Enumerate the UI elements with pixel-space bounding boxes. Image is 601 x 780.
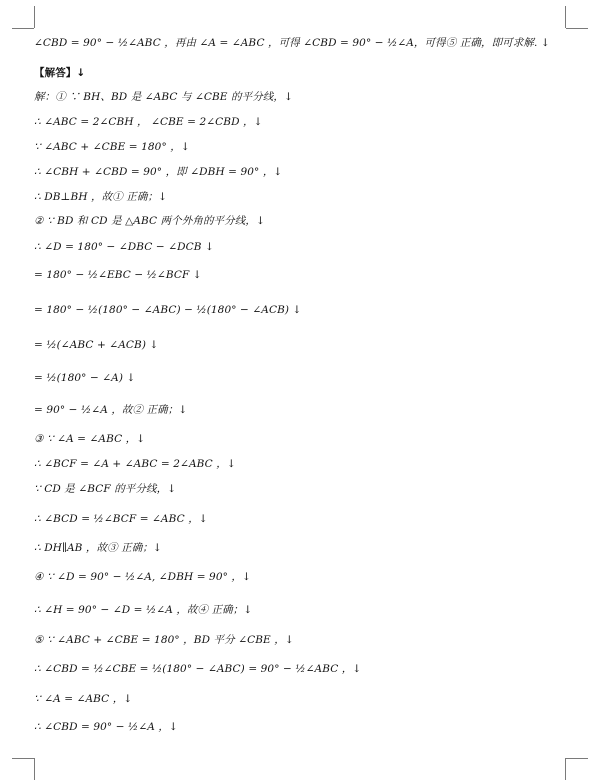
text-line <box>34 603 581 617</box>
line-text: ④ ∵ ∠D = 90° − ½∠A, ∠DBH = 90° ，↓ <box>34 571 251 583</box>
line-text: ∴ ∠D = 180° − ∠DBC − ∠DCB ↓ <box>34 241 214 253</box>
text-line <box>34 482 581 496</box>
text-line <box>34 214 581 228</box>
line-text: ∴ ∠ABC = 2∠CBH ， ∠CBE = 2∠CBD ，↓ <box>34 116 263 128</box>
line-text: = 180° − ½∠EBC − ½∠BCF ↓ <box>34 269 202 281</box>
line-text: ∵ ∠A = ∠ABC ，↓ <box>34 693 133 705</box>
text-line <box>34 457 581 471</box>
text-line <box>34 512 581 526</box>
text-line <box>34 268 581 282</box>
text-line <box>34 36 581 50</box>
text-line <box>34 662 581 676</box>
text-line <box>34 432 581 446</box>
line-text: ∴ ∠BCD = ½∠BCF = ∠ABC ，↓ <box>34 513 208 525</box>
crop-mark-tr-h <box>566 28 588 29</box>
line-text: 【解答】↓ <box>34 67 86 79</box>
text-line <box>34 403 581 417</box>
line-text: ∵ ∠ABC + ∠CBE = 180° ，↓ <box>34 141 190 153</box>
line-text: ∴ ∠BCF = ∠A + ∠ABC = 2∠ABC ，↓ <box>34 458 236 470</box>
crop-mark-br-v <box>565 758 566 780</box>
line-text: ∴ DH∥AB ，故③ 正确；↓ <box>34 542 162 554</box>
text-line <box>34 240 581 254</box>
line-text: ∴ ∠H = 90° − ∠D = ½∠A ，故④ 正确；↓ <box>34 604 253 616</box>
text-line <box>34 338 581 352</box>
line-text: ⑤ ∵ ∠ABC + ∠CBE = 180° ，BD 平分 ∠CBE ，↓ <box>34 634 294 646</box>
text-line <box>34 570 581 584</box>
text-line <box>34 190 581 204</box>
text-line <box>34 303 581 317</box>
crop-mark-tr-v <box>565 6 566 28</box>
text-line <box>34 115 581 129</box>
line-text: ∠CBD = 90° − ½∠ABC ，再由 ∠A = ∠ABC ，可得 ∠CBD = 90° − ½∠A，可得⑤ 正确，即可求解. ↓ <box>34 37 550 49</box>
crop-mark-bl-v <box>34 758 35 780</box>
line-text: = ½(180° − ∠A) ↓ <box>34 372 136 384</box>
text-line <box>34 90 581 104</box>
text-line <box>34 140 581 154</box>
crop-mark-bl-h <box>12 758 34 759</box>
crop-mark-br-h <box>566 758 588 759</box>
text-line <box>34 720 581 734</box>
line-text: ∴ ∠CBD = ½∠CBE = ½(180° − ∠ABC) = 90° − ½∠ABC ，↓ <box>34 663 362 675</box>
answer-heading <box>34 66 581 80</box>
crop-mark-tl-h <box>12 28 34 29</box>
line-text: ∵ CD 是 ∠BCF 的平分线，↓ <box>34 483 177 495</box>
line-text: ③ ∵ ∠A = ∠ABC ，↓ <box>34 433 146 445</box>
line-text: ∴ ∠CBH + ∠CBD = 90° ，即 ∠DBH = 90° ，↓ <box>34 166 283 178</box>
line-text: = 90° − ½∠A ，故② 正确；↓ <box>34 404 188 416</box>
line-text: = ½(∠ABC + ∠ACB) ↓ <box>34 339 159 351</box>
text-line <box>34 165 581 179</box>
line-text: ∴ DB⊥BH ，故① 正确；↓ <box>34 191 167 203</box>
line-text: 解：① ∵ BH、BD 是 ∠ABC 与 ∠CBE 的平分线，↓ <box>34 91 293 103</box>
text-line <box>34 633 581 647</box>
line-text: ∴ ∠CBD = 90° − ½∠A ，↓ <box>34 721 178 733</box>
line-text: = 180° − ½(180° − ∠ABC) − ½(180° − ∠ACB) ↓ <box>34 304 302 316</box>
text-line <box>34 541 581 555</box>
crop-mark-tl-v <box>34 6 35 28</box>
text-line <box>34 692 581 706</box>
text-line <box>34 371 581 385</box>
line-text: ② ∵ BD 和 CD 是 △ABC 两个外角的平分线，↓ <box>34 215 265 227</box>
